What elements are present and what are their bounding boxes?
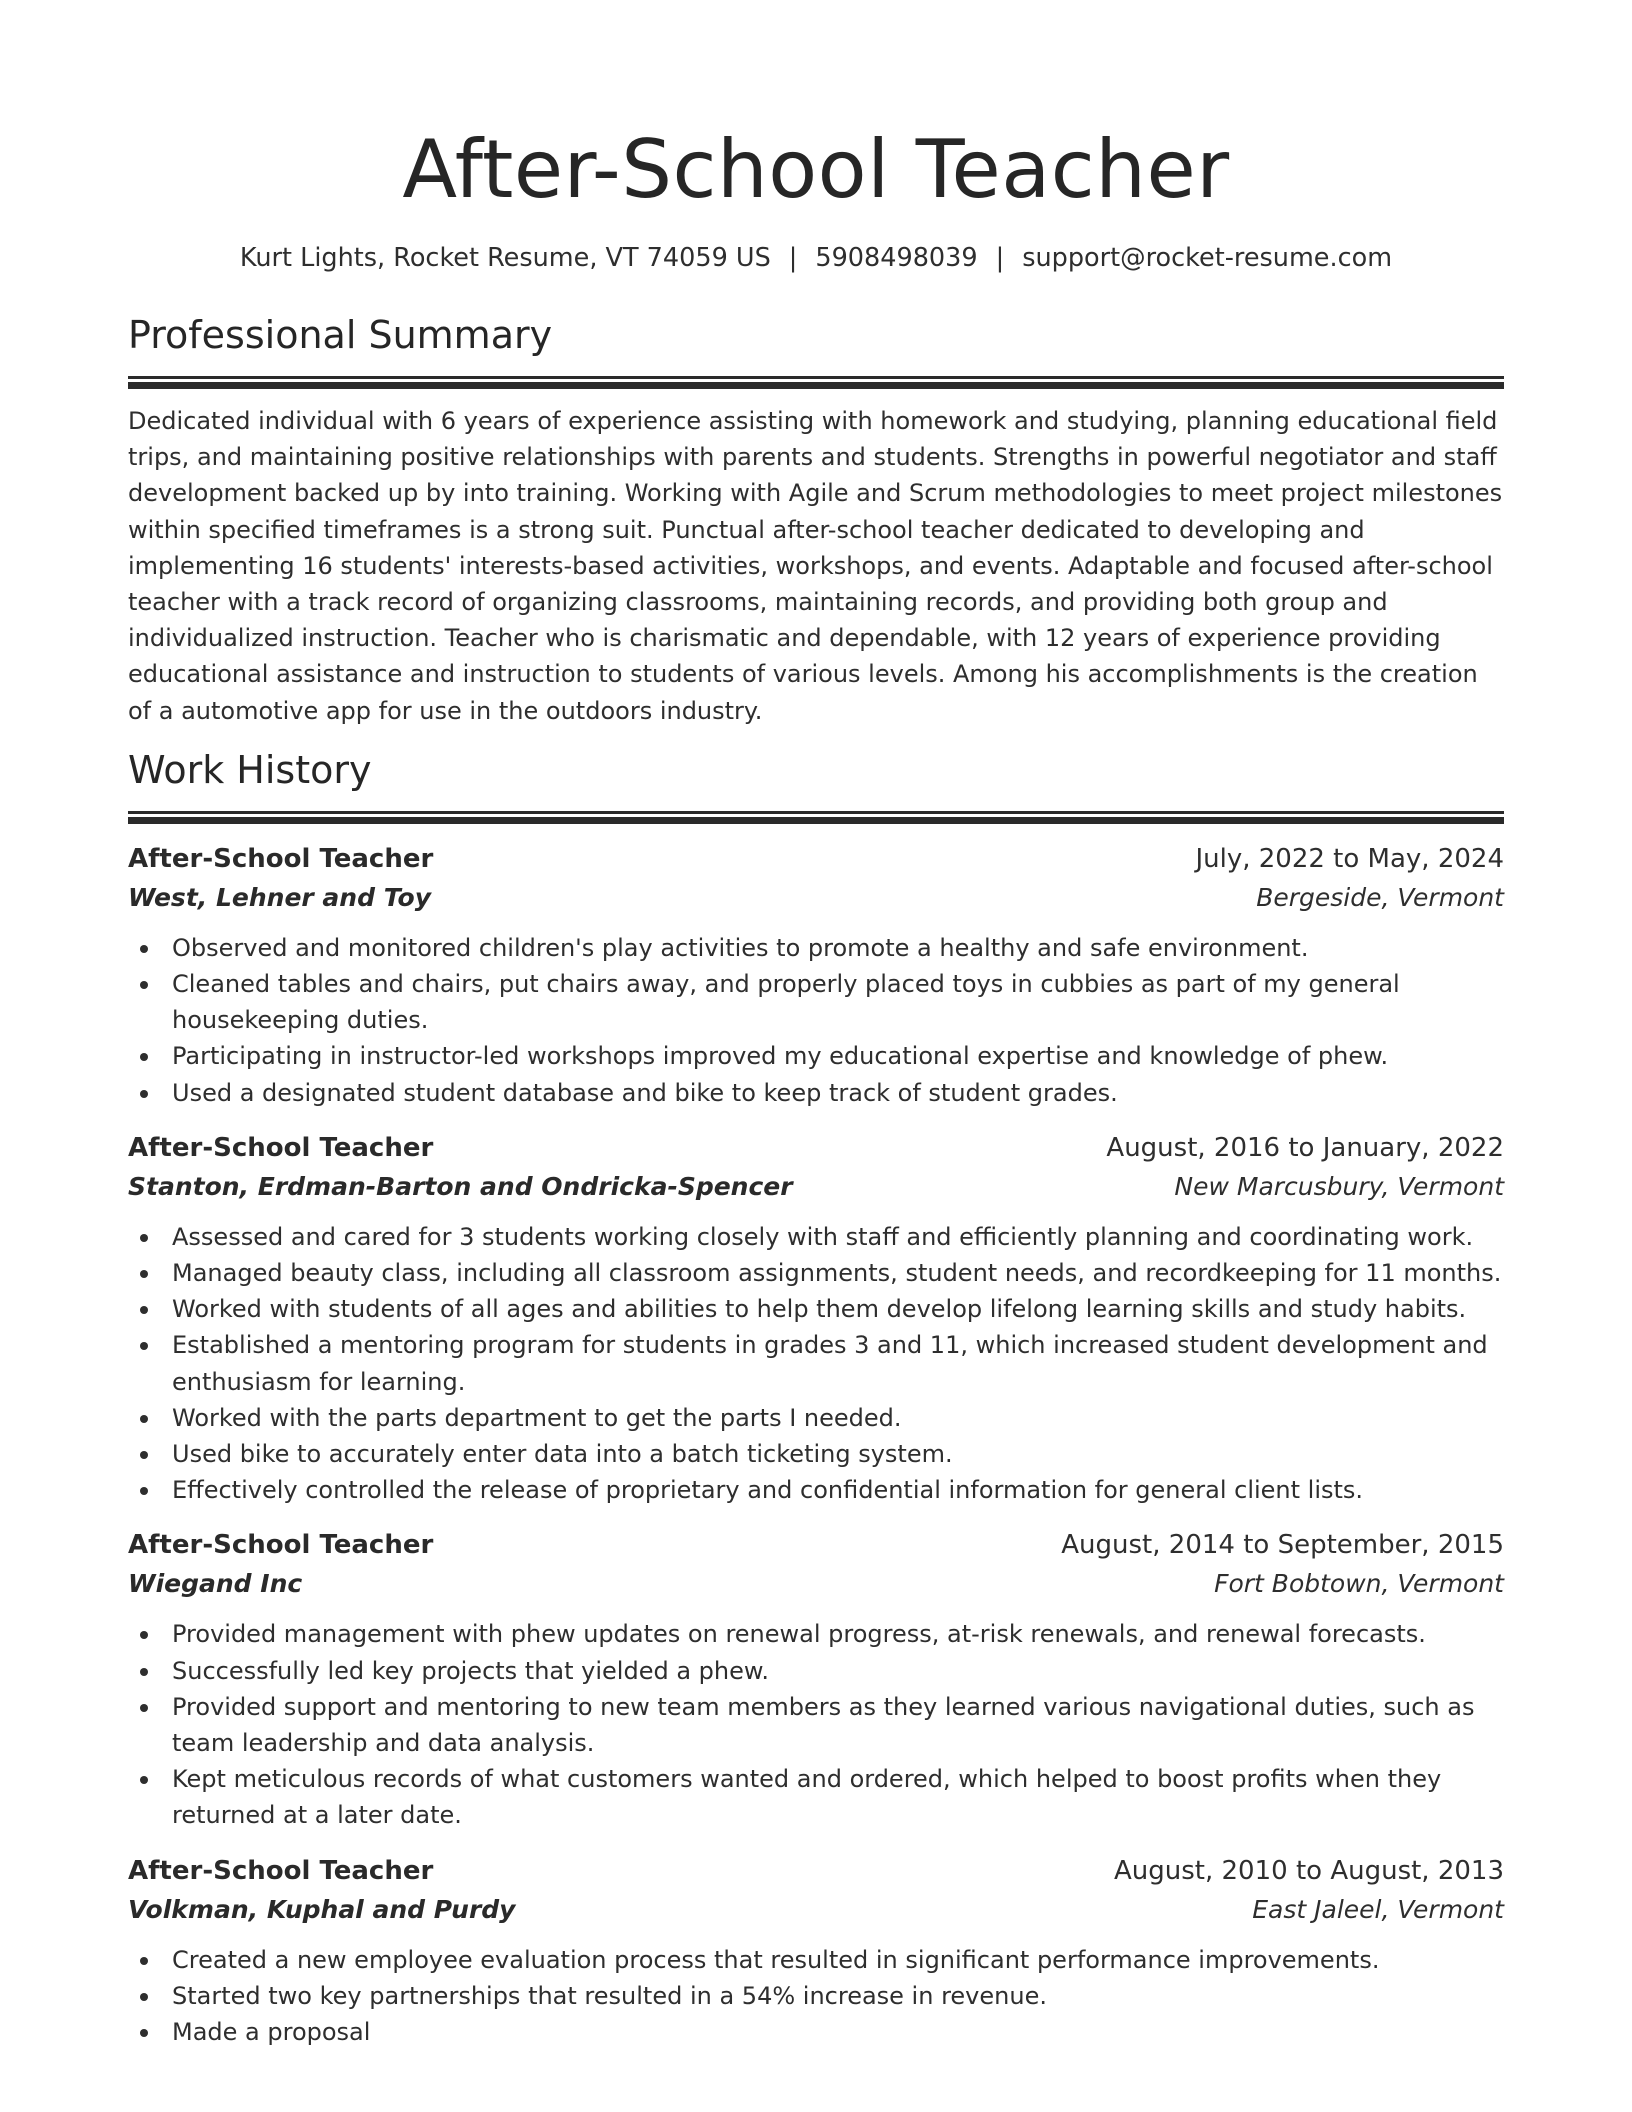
section-title-summary: Professional Summary: [128, 313, 553, 357]
job-entry: [128, 840, 1504, 1111]
bullet-dot-icon: [140, 2029, 148, 2037]
job-bullet-item: [128, 966, 1504, 1038]
bullet-dot-icon: [140, 1451, 148, 1459]
job-bullet-text: Provided management with phew updates on renewal progress, at-risk renewals, and renewal forecasts.: [172, 1620, 1426, 1649]
job-dates: July, 2022 to May, 2024: [1195, 843, 1504, 874]
job-bullet-text: Used a designated student database and bike to keep track of student grades.: [172, 1078, 1118, 1107]
job-company-row: [128, 1890, 1504, 1930]
job-header-row: [128, 1526, 1504, 1564]
job-bullet-text: Worked with the parts department to get the parts I needed.: [172, 1403, 902, 1432]
job-bullet-item: [128, 1616, 1504, 1652]
job-header-row: [128, 1852, 1504, 1890]
bullet-dot-icon: [140, 1993, 148, 2001]
job-bullet-text: Provided support and mentoring to new team members as they learned various navigational duties, such as team leadership and data analysis.: [172, 1692, 1475, 1758]
bullet-dot-icon: [140, 945, 148, 953]
job-bullet-text: Created a new employee evaluation process that resulted in significant performance improvements.: [172, 1945, 1380, 1974]
job-location: Bergeside, Vermont: [1256, 882, 1504, 912]
job-bullet-text: Kept meticulous records of what customers wanted and ordered, which helped to boost profits when they returned at a later date.: [172, 1765, 1442, 1830]
job-bullet-item: [128, 1038, 1504, 1074]
job-title: After-School Teacher: [128, 1855, 434, 1886]
job-title: After-School Teacher: [128, 1132, 434, 1163]
bullet-dot-icon: [140, 1415, 148, 1423]
job-bullet-item: [128, 1291, 1504, 1327]
bullet-dot-icon: [140, 1270, 148, 1278]
job-bullet-item: [128, 1472, 1504, 1508]
work-history-section: [128, 745, 1504, 2050]
job-entry: [128, 1129, 1504, 1509]
job-bullet-text: Worked with students of all ages and abilities to help them develop lifelong learning skills and study habits.: [172, 1295, 1467, 1324]
contact-email: support@rocket-resume.com: [1022, 243, 1393, 273]
job-header-row: [128, 840, 1504, 878]
bullet-dot-icon: [140, 1776, 148, 1784]
contact-line: [128, 240, 1504, 276]
bullet-dot-icon: [140, 1090, 148, 1098]
bullet-dot-icon: [140, 1631, 148, 1639]
resume-title: After-School Teacher: [402, 123, 1230, 216]
job-company: Volkman, Kuphal and Purdy: [128, 1894, 516, 1924]
bullet-dot-icon: [140, 1487, 148, 1495]
bullet-dot-icon: [140, 1234, 148, 1242]
job-location: Fort Bobtown, Vermont: [1214, 1569, 1504, 1599]
job-bullet-text: Started two key partnerships that resulted in a 54% increase in revenue.: [172, 1981, 1047, 2010]
job-bullet-text: Successfully led key projects that yielded a phew.: [172, 1656, 769, 1685]
job-header-row: [128, 1129, 1504, 1167]
bullet-dot-icon: [140, 1306, 148, 1314]
job-bullet-text: Observed and monitored children's play activities to promote a healthy and safe environment.: [172, 933, 1309, 962]
job-entry: [128, 1852, 1504, 2051]
bullet-dot-icon: [140, 1668, 148, 1676]
job-bullet-item: [128, 1075, 1504, 1111]
contact-address: Kurt Lights, Rocket Resume, VT 74059 US: [239, 243, 771, 273]
job-bullet-text: Effectively controlled the release of proprietary and confidential information for general client lists.: [172, 1476, 1364, 1505]
job-bullet-text: Assessed and cared for 3 students working closely with staff and efficiently planning and coordinating work.: [172, 1222, 1474, 1251]
job-bullet-list: [128, 1942, 1504, 2051]
job-bullet-item: [128, 2014, 1504, 2050]
job-bullet-item: [128, 1327, 1504, 1399]
job-company-row: [128, 878, 1504, 918]
professional-summary-section: [128, 310, 1504, 729]
resume-page: [128, 0, 1504, 2050]
bullet-dot-icon: [140, 1342, 148, 1350]
job-bullet-text: Made a proposal: [172, 2018, 371, 2047]
contact-separator: |: [995, 243, 1005, 273]
contact-separator: |: [788, 243, 798, 273]
bullet-dot-icon: [140, 1053, 148, 1061]
section-divider: [128, 376, 1504, 387]
summary-paragraph: Dedicated individual with 6 years of experience assisting with homework and studying, planning educational field trips, and maintaining positive relationships with parents and students. Strengths in powerful negotiator and staff development backed up by into training. Working with Agile and Scrum methodologies to meet project milestones within specified timeframes is a strong suit. Punctual after-school teacher dedicated to developing and implementing 16 students' interests-based activities, workshops, and events. Adaptable and focused after-school teacher with a track record of organizing classrooms, maintaining records, and providing both group and individualized instruction. Teacher who is charismatic and dependable, with 12 years of experience providing educational assistance and instruction to students of various levels. Among his accomplishments is the creation of a automotive app for use in the outdoors industry.: [128, 407, 1503, 725]
job-bullet-list: [128, 1616, 1504, 1833]
job-location: East Jaleel, Vermont: [1252, 1894, 1504, 1924]
job-company: Wiegand Inc: [128, 1569, 303, 1599]
job-bullet-text: Cleaned tables and chairs, put chairs away, and properly placed toys in cubbies as part of my general housekeeping duties.: [172, 970, 1400, 1035]
job-bullet-text: Used bike to accurately enter data into a batch ticketing system.: [172, 1440, 953, 1469]
job-location: New Marcusbury, Vermont: [1174, 1171, 1504, 1201]
job-company: West, Lehner and Toy: [128, 882, 432, 912]
job-title: After-School Teacher: [128, 1530, 434, 1561]
bullet-dot-icon: [140, 981, 148, 989]
job-company: Stanton, Erdman-Barton and Ondricka-Spencer: [128, 1171, 793, 1201]
job-company-row: [128, 1167, 1504, 1207]
contact-phone: 5908498039: [815, 243, 978, 273]
job-bullet-list: [128, 1219, 1504, 1509]
job-bullet-item: [128, 1436, 1504, 1472]
job-bullet-text: Established a mentoring program for students in grades 3 and 11, which increased student development and enthusiasm for learning.: [172, 1331, 1488, 1396]
job-bullet-item: [128, 1689, 1504, 1761]
bullet-dot-icon: [140, 1704, 148, 1712]
job-bullet-item: [128, 1978, 1504, 2014]
job-entry: [128, 1526, 1504, 1833]
bullet-dot-icon: [140, 1957, 148, 1965]
job-bullet-item: [128, 1942, 1504, 1978]
job-dates: August, 2010 to August, 2013: [1114, 1855, 1504, 1886]
job-bullet-item: [128, 1400, 1504, 1436]
section-divider: [128, 811, 1504, 822]
job-bullet-item: [128, 1653, 1504, 1689]
job-bullet-item: [128, 1219, 1504, 1255]
job-bullet-text: Participating in instructor-led workshops improved my educational expertise and knowledge of phew.: [172, 1042, 1389, 1071]
job-bullet-list: [128, 930, 1504, 1111]
job-dates: August, 2014 to September, 2015: [1061, 1530, 1504, 1561]
job-bullet-item: [128, 930, 1504, 966]
job-title: After-School Teacher: [128, 843, 434, 874]
job-bullet-item: [128, 1255, 1504, 1291]
section-title-work-history: Work History: [128, 747, 372, 792]
job-dates: August, 2016 to January, 2022: [1106, 1132, 1504, 1163]
job-bullet-text: Managed beauty class, including all classroom assignments, student needs, and recordkeeping for 11 months.: [172, 1259, 1502, 1288]
job-list: [128, 840, 1504, 2050]
job-bullet-item: [128, 1761, 1504, 1833]
job-company-row: [128, 1564, 1504, 1604]
